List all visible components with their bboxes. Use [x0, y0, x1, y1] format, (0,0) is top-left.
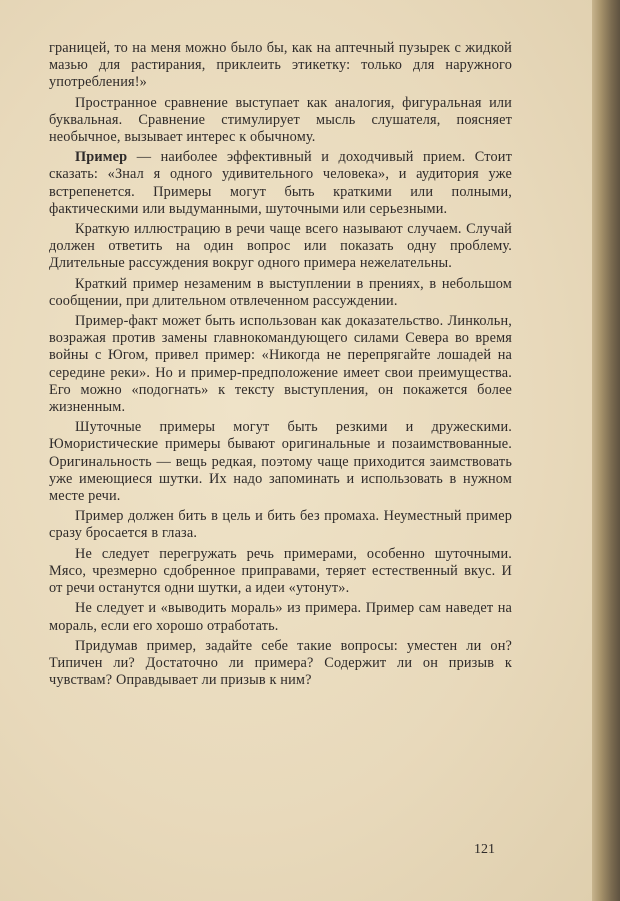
- book-edge: [592, 0, 620, 901]
- term-example: Пример: [75, 149, 128, 166]
- paragraph-short-illustration: Краткую иллюстрацию в речи чаще всего называют случаем. Случай должен ответить на один вопрос или показать одну проблему. Длительные рассуждения вокруг одного примера нежелательны.: [49, 221, 512, 272]
- paragraph-on-target: Пример должен бить в цель и бить без промаха. Неуместный пример сразу бросается в глаза.: [49, 508, 512, 542]
- paragraph-continuation: границей, то на меня можно было бы, как на аптечный пузырек с жидкой мазью для растирания, приклеить этикетку: только для наружного употребления!»: [49, 40, 512, 91]
- paragraph-fact-example: Пример-факт может быть использован как доказательство. Линкольн, возражая против замены главнокомандующего силами Севера во время войны с Югом, привел пример: «Никогда не перепрягайте лошадей на середине реки». Но и пример-предположение имеет свои преимущества. Его можно «подогнать» к тексту выступления, он покажется более жизненным.: [49, 313, 512, 416]
- body-text: [49, 40, 512, 692]
- paragraph-questions: Придумав пример, задайте себе такие вопросы: уместен ли он? Типичен ли? Достаточно ли примера? Содержит ли он призыв к чувствам? Оправдывает ли призыв к ним?: [49, 637, 512, 689]
- paragraph-no-overload: Не следует перегружать речь примерами, особенно шуточными. Мясо, чрезмерно сдобренное приправами, теряет естественный вкус. И от речи останутся одни шутки, а идеи «утонут».: [49, 545, 512, 597]
- paragraph-comparison: Пространное сравнение выступает как аналогия, фигуральная или буквальная. Сравнение стимулирует мысль слушателя, поясняет необычное, вызывает интерес к обычному.: [49, 94, 512, 146]
- paragraph-joke-examples: Шуточные примеры могут быть резкими и дружескими. Юмористические примеры бывают оригинальные и позаимствованные. Оригинальность — вещь редкая, поэтому чаще приходится заимствовать уже имеющиеся шутки. Их надо запоминать и использовать в нужном месте речи.: [49, 419, 512, 505]
- paragraph-short-example: Краткий пример незаменим в выступлении в прениях, в небольшом сообщении, при длительном отвлеченном рассуждении.: [49, 275, 512, 309]
- paragraph-example-definition: [49, 149, 512, 218]
- page-number: 121: [474, 842, 495, 857]
- paragraph-no-moral: Не следует и «выводить мораль» из примера. Пример сам наведет на мораль, если его хорошо отработать.: [49, 600, 512, 634]
- paragraph-example-definition-text: — наиболее эффективный и доходчивый прием. Стоит сказать: «Знал я одного удивительного человека», и аудитория уже встрепенется. Примеры могут быть краткими или полными, фактическими или выдуманными, шуточными или серьезными.: [49, 149, 512, 217]
